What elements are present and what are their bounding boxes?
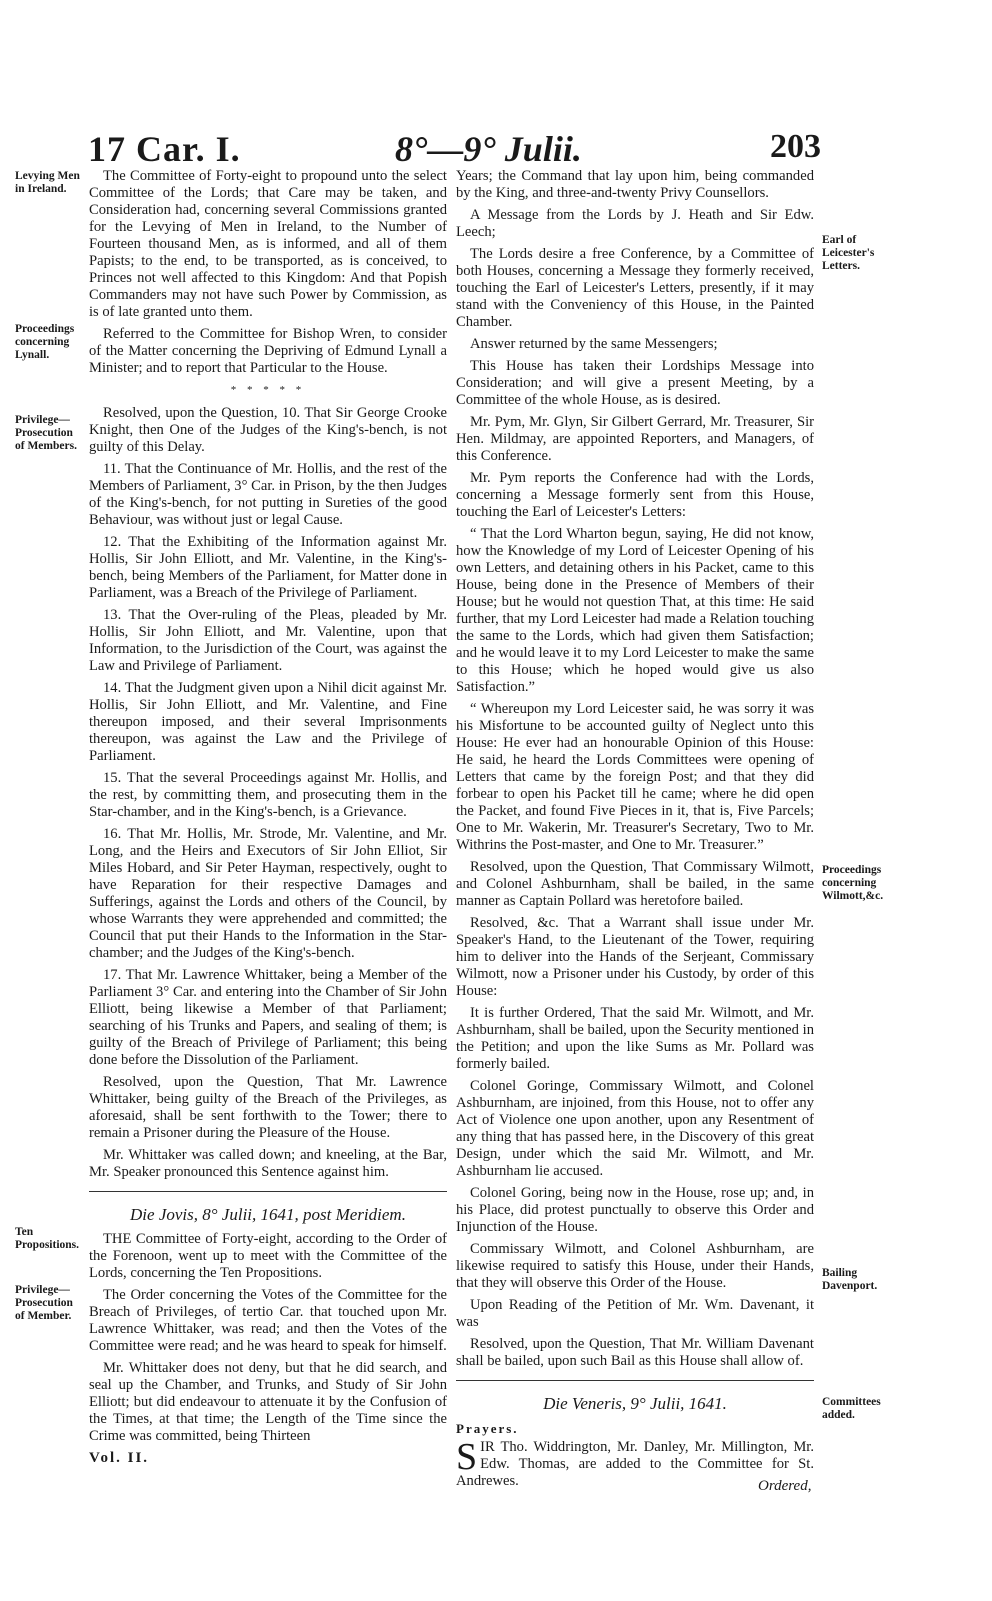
paragraph: THE Committee of Forty-eight, according to the Order of the Forenoon, went up to meet with the Committee of the Lords, concerning the Ten Propositions. bbox=[89, 1231, 447, 1281]
section-heading-afternoon: Die Jovis, 8° Julii, 1641, post Meridiem. bbox=[130, 1205, 406, 1224]
margin-note-privilege-member: Privilege—Prosecution of Member. bbox=[15, 1284, 73, 1322]
paragraph: The Order concerning the Votes of the Committee for the Breach of Privileges, of tertio Car. that touched upon Mr. Lawrence Whittaker, was read; and then the Votes of the Committee were read; and he was heard to speak for himself. bbox=[89, 1287, 447, 1354]
paragraph: The Lords desire a free Conference, by a Committee of both Houses, concerning a Message they formerly received, touching the Earl of Leicester's Letters, presently, if it may stand with the Conveniency of this House, in the Painted Chamber. bbox=[456, 246, 814, 330]
margin-note-davenport: Bailing Davenport. bbox=[822, 1267, 878, 1292]
paragraph: A Message from the Lords by J. Heath and Sir Edw. Leech; bbox=[456, 207, 814, 240]
margin-note-committees: Committees added. bbox=[822, 1396, 881, 1421]
resolution: 16. That Mr. Hollis, Mr. Strode, Mr. Valentine, and Mr. Long, and the Heirs and Executors of Sir John Elliot, Sir Miles Hobard, and Sir Peter Hayman, respectively, ought to have Reparation for their respective Damages and Sufferings, against the Lords and others of the Council, by whose Warrants they were apprehended and committed; the Council that put their Hands to the Information in the Star-chamber; and the Judges of the King's-bench. bbox=[89, 826, 447, 961]
paragraph: The Committee of Forty-eight to propound unto the select Committee of the Lords; that Care may be taken, and Consideration had, concerning several Commissions granted for the Levying of Men in Ireland, to the Number of Fourteen thousand Men, as is informed, and all of them Papists; to the end, to be transported, as is conceived, to Princes not well affected to this Kingdom: And that Popish Commanders may not have such Power by Commission, as is of late granted unto them. bbox=[89, 168, 447, 320]
drop-cap: S bbox=[456, 1436, 478, 1478]
margin-note-lynall: Proceedings concerning Lynall. bbox=[15, 323, 75, 361]
catchword: Ordered, bbox=[758, 1478, 812, 1494]
paragraph: Resolved, &c. That a Warrant shall issue under Mr. Speaker's Hand, to the Lieutenant of the Tower, requiring him to deliver into the Hands of the Serjeant, Commissary Wilmott, now a Prisoner under his Custody, by order of this House: bbox=[456, 915, 814, 999]
margin-note-ten-propositions: Ten Propositions. bbox=[15, 1226, 80, 1251]
paragraph: Answer returned by the same Messengers; bbox=[470, 336, 718, 352]
paragraph: Commissary Wilmott, and Colonel Ashburnham, are likewise required to satisfy this House, under their Hands, that they will observe this Order of the House. bbox=[456, 1241, 814, 1291]
resolution: 11. That the Continuance of Mr. Hollis, and the rest of the Members of Parliament, 3° Car. in Prison, by the then Judges of the King's-bench, for not putting in Sureties of the good Behaviour, was without just or legal Cause. bbox=[89, 461, 447, 528]
paragraph: “ That the Lord Wharton begun, saying, He did not know, how the Knowledge of my Lord of Leicester Opening of his own Letters, and detaining others in his Packet, came to this House, being done in the Presence of Members of their House; but he would not question That, at this time: He said further, that my Lord Leicester had made a Relation touching the same to the Lords, which had given them Satisfaction; and he would leave it to my Lord Leicester to make the same to this House; which he hoped would give us also Satisfaction.” bbox=[456, 526, 814, 695]
paragraph: Mr. Pym, Mr. Glyn, Sir Gilbert Gerrard, Mr. Treasurer, Sir Hen. Mildmay, are appointed Reporters, and Managers, of this Conference. bbox=[456, 414, 814, 464]
prayers-label: Prayers. bbox=[456, 1421, 519, 1436]
margin-note-levying: Levying Men in Ireland. bbox=[15, 170, 80, 195]
paragraph: This House has taken their Lordships Message into Consideration; and will give a present Meeting, by a Committee of the whole House, as is desired. bbox=[456, 358, 814, 408]
paragraph: “ Whereupon my Lord Leicester said, he was sorry it was his Misfortune to be accounted guilty of Neglect unto this House: He ever had an honourable Opinion of this House: He said, he heard the Lords Committees were opening of Letters that came by the foreign Post; and that they did forbear to open his Packet till he came; where he did open the Packet, and found Five Pieces in it, that is, Five Parcels; One to Mr. Wakerin, Mr. Treasurer's Secretary, Two to Mr. Withrins the Post-master, and One to Mr. Treasurer.” bbox=[456, 701, 814, 853]
resolution: 15. That the several Proceedings against Mr. Hollis, and the rest, by committing them, and prosecuting them in the Star-chamber, and in the King's-bench, is a Grievance. bbox=[89, 770, 447, 820]
divider bbox=[89, 1191, 447, 1192]
paragraph: Resolved, upon the Question, That Commissary Wilmott, and Colonel Ashburnham, shall be bailed, in the same manner as Captain Pollard was heretofore bailed. bbox=[456, 859, 814, 909]
resolution: Resolved, upon the Question, 10. That Sir George Crooke Knight, then One of the Judges of the King's-bench, is not guilty of this Delay. bbox=[89, 405, 447, 455]
resolution: Mr. Whittaker was called down; and kneeling, at the Bar, Mr. Speaker pronounced this Sentence against him. bbox=[89, 1147, 447, 1180]
paragraph: Years; the Command that lay upon him, being commanded by the King, and three-and-twenty Privy Counsellors. bbox=[456, 168, 814, 201]
paragraph: Referred to the Committee for Bishop Wren, to consider of the Matter concerning the Depriving of Edmund Lynall a Minister; and to report that Particular to the House. bbox=[89, 326, 447, 376]
ornament-stars: * * * * * bbox=[230, 384, 306, 396]
paragraph: Mr. Whittaker does not deny, but that he did search, and seal up the Chamber, and Trunks, and Study of Sir John Elliott; but did endeavour to attenuate it by the Confusion of the Times, at that time; the Length of the Time since the Crime was committed, being Thirteen bbox=[89, 1360, 447, 1444]
resolution: 17. That Mr. Lawrence Whittaker, being a Member of the Parliament 3° Car. and entering into the Chamber of Sir John Elliott, being likewise a Member of that Parliament; searching of his Trunks and Papers, and sealing of them; is guilty of the Breach of Privilege of Parliament; this being done before the Dissolution of the Parliament. bbox=[89, 967, 447, 1068]
paragraph: Colonel Goringe, Commissary Wilmott, and Colonel Ashburnham, are injoined, from this House, not to offer any Act of Violence one upon another, upon any Resentment of any thing that has passed here, in the Discovery of this great Design, under which the said Mr. Wilmott, and Mr. Ashburnham lie accused. bbox=[456, 1078, 814, 1179]
volume-mark: Vol. II. bbox=[89, 1450, 150, 1466]
paragraph: It is further Ordered, That the said Mr. Wilmott, and Mr. Ashburnham, shall be bailed, upon the Security mentioned in the Petition; and upon the like Sums as Mr. Pollard was formerly bailed. bbox=[456, 1005, 814, 1072]
section-heading-friday: Die Veneris, 9° Julii, 1641. bbox=[543, 1394, 727, 1413]
paragraph: Resolved, upon the Question, That Mr. William Davenant shall be bailed, upon such Bail as this House shall allow of. bbox=[456, 1336, 814, 1369]
left-column bbox=[89, 168, 447, 1450]
margin-note-leicester: Earl of Leicester's Letters. bbox=[822, 234, 875, 272]
page-number: 203 bbox=[770, 128, 821, 165]
resolution: Resolved, upon the Question, That Mr. Lawrence Whittaker, being guilty of the Breach of the Privileges, as aforesaid, shall be sent forthwith to the Tower; there to remain a Prisoner during the Pleasure of the House. bbox=[89, 1074, 447, 1141]
resolution: 14. That the Judgment given upon a Nihil dicit against Mr. Hollis, Sir John Elliott, and Mr. Valentine, and Fine thereupon imposed, and their several Imprisonments thereupon, was against the Law and the Privilege of Parliament. bbox=[89, 680, 447, 764]
paragraph-text: IR Tho. Widdrington, Mr. Danley, Mr. Millington, Mr. Edw. Thomas, are added to the Committee for St. Andrewes. bbox=[456, 1439, 814, 1489]
right-column bbox=[456, 168, 814, 1495]
margin-note-privilege: Privilege—Prosecution of Members. bbox=[15, 414, 77, 452]
margin-note-wilmott: Proceedings concerning Wilmott,&c. bbox=[822, 864, 884, 902]
paragraph: Mr. Pym reports the Conference had with the Lords, concerning a Message formerly sent from this House, touching the Earl of Leicester's Letters: bbox=[456, 470, 814, 520]
running-head-left: 17 Car. I. bbox=[88, 129, 241, 169]
divider bbox=[456, 1380, 814, 1381]
resolution: 13. That the Over-ruling of the Pleas, pleaded by Mr. Hollis, Sir John Elliott, and Mr. Valentine, upon that Information, to the Jurisdiction of the Court, was against the Law and Privilege of Parliament. bbox=[89, 607, 447, 674]
paragraph: Colonel Goring, being now in the House, rose up; and, in his Place, did protest punctually to observe this Order and Injunction of the House. bbox=[456, 1185, 814, 1235]
resolution: 12. That the Exhibiting of the Information against Mr. Hollis, Sir John Elliott, and Mr. Valentine, in the King's-bench, being Members of the Parliament, for Matter done in Parliament, was a Breach of the Privilege of Parliament. bbox=[89, 534, 447, 601]
paragraph: Upon Reading of the Petition of Mr. Wm. Davenant, it was bbox=[456, 1297, 814, 1330]
running-head-date: 8°—9° Julii. bbox=[395, 129, 582, 169]
